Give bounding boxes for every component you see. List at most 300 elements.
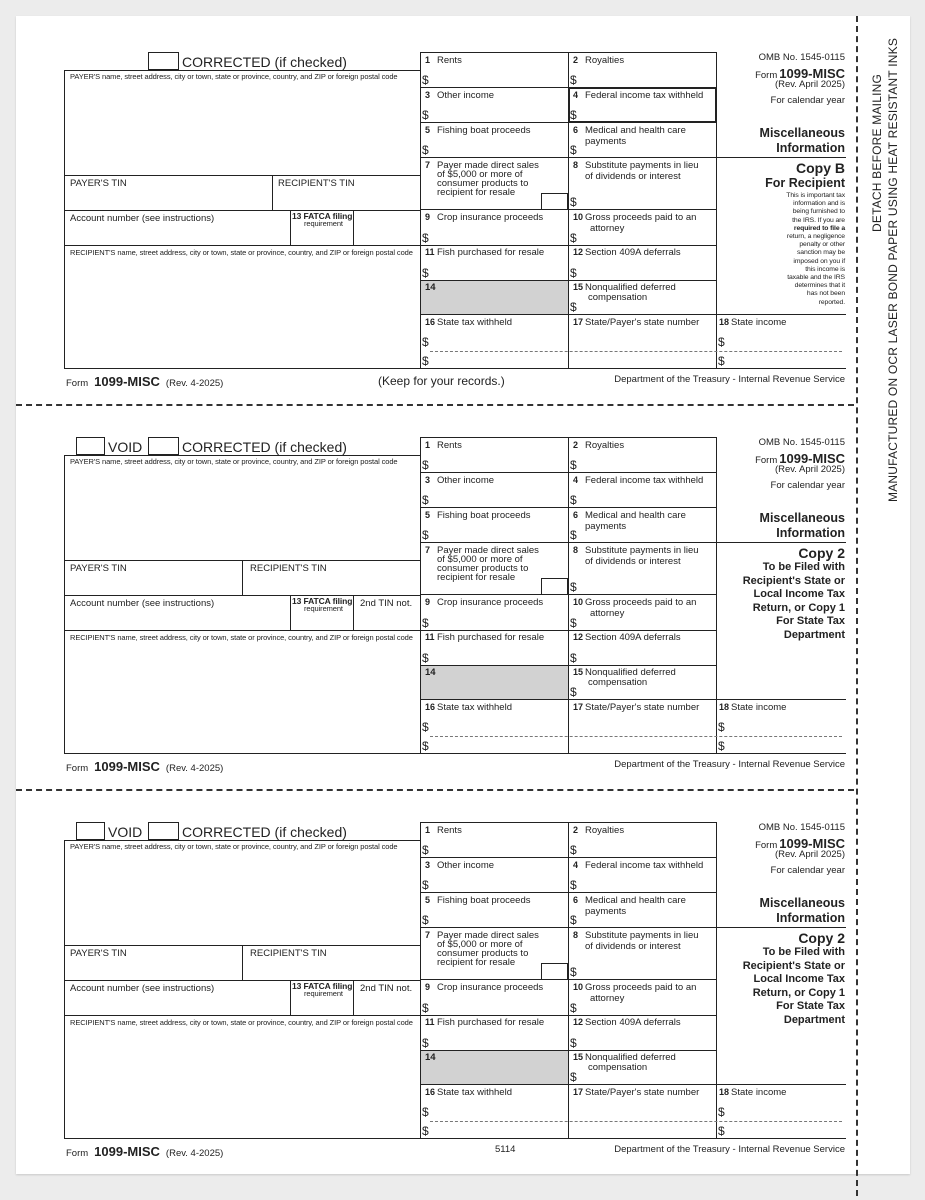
dollar-sign: $ [570, 580, 577, 594]
second-tin-label: 2nd TIN not. [360, 598, 413, 609]
fatca-divider [290, 595, 291, 630]
box-7-direct-sales: Payer made direct sales [437, 930, 539, 941]
dollar-sign: $ [422, 108, 429, 122]
account-number-label: Account number (see instructions) [70, 983, 215, 994]
copy-subtitle: To be Filed with [762, 946, 845, 958]
box-16-state-tax: State tax withheld [437, 317, 512, 328]
calendar-year: For calendar year [770, 95, 845, 106]
box-7-line2: of $5,000 or more of [437, 169, 523, 180]
grid-row [420, 472, 716, 473]
box-10-line2: attorney [590, 223, 625, 234]
box-4-federal-tax: Federal income tax withheld [585, 860, 704, 871]
payer-name-label: PAYER'S name, street address, city or town, state or province, country, and ZIP or foreign postal code [70, 842, 398, 851]
box-2-royalties: Royalties [585, 55, 625, 66]
recipient-tin-label: RECIPIENT'S TIN [250, 948, 327, 959]
box-1-rents: Rents [437, 825, 462, 836]
box-6-medical: Medical and health care [585, 125, 686, 136]
form-word: Form [755, 840, 778, 851]
box-6-medical-line2: payments [585, 906, 627, 917]
footer-form-name: 1099-MISC [94, 759, 160, 774]
box-11-fish-number: 11 [425, 632, 435, 642]
omb-number: OMB No. 1545-0115 [758, 52, 845, 63]
tin-row-bottom [64, 980, 420, 981]
cut-line-1 [16, 404, 854, 406]
notice-line: has not been [806, 290, 845, 298]
tin-divider [242, 945, 243, 980]
dollar-sign: $ [570, 266, 577, 280]
calendar-year: For calendar year [770, 480, 845, 491]
box-12-409a: Section 409A deferrals [585, 1017, 681, 1028]
box-6-medical-number: 6 [573, 895, 579, 905]
dollar-sign: $ [422, 1105, 429, 1119]
left-border [64, 840, 65, 1138]
box-18-state-income: State income [731, 702, 787, 713]
dollar-sign: $ [570, 143, 577, 157]
department-footer: Department of the Treasury - Internal Revenue Service [614, 1144, 845, 1155]
box-11-fish: Fish purchased for resale [437, 632, 545, 643]
tin-divider [272, 175, 273, 210]
grid-row [420, 927, 716, 928]
footer-form-word: Form [66, 763, 89, 774]
left-block-bottom [64, 368, 420, 369]
grid-row [420, 542, 716, 543]
box-18-state-income: State income [731, 1087, 787, 1098]
copy-divider [716, 927, 846, 928]
state-divider [716, 699, 717, 753]
payer-tin-label: PAYER'S TIN [70, 178, 127, 189]
dollar-sign: $ [570, 685, 577, 699]
fatca-label: 13 FATCA filing [292, 981, 353, 991]
misc-title-line2: Information [776, 911, 845, 925]
copy-subtitle: Department [783, 628, 845, 641]
dollar-sign: $ [422, 335, 429, 349]
fatca-requirement: requirement [304, 219, 343, 228]
box-1-rents-number: 1 [425, 440, 431, 450]
box-16-state-tax: State tax withheld [437, 702, 512, 713]
box-16-state-tax-number: 16 [425, 317, 436, 327]
left-block-bottom [64, 1138, 420, 1139]
box-5-fishing: Fishing boat proceeds [437, 510, 531, 521]
grid-row [420, 507, 716, 508]
mid-right-border [716, 822, 717, 1084]
box-4-federal-tax-number: 4 [573, 860, 579, 870]
box-5-fishing-number: 5 [425, 895, 431, 905]
box-10-gross: Gross proceeds paid to an [585, 212, 697, 223]
catalog-number: 5114 [495, 1144, 516, 1155]
detach-notice: DETACH BEFORE MAILING [870, 74, 884, 232]
box-5-fishing: Fishing boat proceeds [437, 125, 531, 136]
copy-divider [716, 157, 846, 158]
box-12-409a-number: 12 [573, 247, 584, 257]
box-5-fishing-number: 5 [425, 510, 431, 520]
dollar-sign: $ [570, 1001, 577, 1015]
dollar-sign: $ [422, 143, 429, 157]
misc-title-line2: Information [776, 526, 845, 540]
grid-row [420, 1015, 716, 1016]
corrected-label: CORRECTED (if checked) [182, 824, 347, 840]
paper-notice: MANUFACTURED ON OCR LASER BOND PAPER USING HEAT RESISTANT INKS [886, 37, 900, 502]
box-18-state-income-number: 18 [719, 702, 730, 712]
dollar-sign: $ [718, 1105, 725, 1119]
box-17-state-number: State/Payer's state number [585, 702, 700, 713]
box-6-medical-line2: payments [585, 136, 627, 147]
department-footer: Department of the Treasury - Internal Revenue Service [614, 374, 845, 385]
misc-title: Miscellaneous [759, 126, 845, 140]
box-15-nonqualified-number: 15 [573, 282, 584, 292]
fatca-requirement: requirement [304, 604, 343, 613]
mid-left-border [420, 437, 421, 753]
box-15-nonqualified: Nonqualified deferred [585, 1052, 676, 1063]
box-2-royalties-number: 2 [573, 440, 579, 450]
box-15-nonqualified-number: 15 [573, 667, 584, 677]
calendar-year: For calendar year [770, 865, 845, 876]
box-1-rents-number: 1 [425, 55, 431, 65]
notice-line: taxable and the IRS [787, 274, 845, 281]
box-10-gross-number: 10 [573, 212, 584, 222]
second-tin-label: 2nd TIN not. [360, 983, 413, 994]
notice-line: required to file a [793, 224, 845, 232]
box-7-line4: recipient for resale [437, 187, 516, 198]
left-border [64, 455, 65, 753]
box-8-line2: of dividends or interest [585, 171, 681, 182]
dollar-sign: $ [570, 616, 577, 630]
dollar-sign: $ [718, 1124, 725, 1138]
misc-title: Miscellaneous [759, 896, 845, 910]
fatca-divider [290, 210, 291, 245]
box-8-line2: of dividends or interest [585, 556, 681, 567]
box-2-royalties: Royalties [585, 440, 625, 451]
box-7-direct-sales: Payer made direct sales [437, 545, 539, 556]
notice-line: penalty or other [799, 241, 845, 249]
box-15-nonqualified: Nonqualified deferred [585, 282, 676, 293]
box-17-state-number: State/Payer's state number [585, 317, 700, 328]
recipient-name-label: RECIPIENT'S name, street address, city or town, state or province, country, and ZIP or foreign postal code [70, 248, 413, 257]
footer-form-word: Form [66, 378, 89, 389]
box-3-other-income-number: 3 [425, 860, 431, 870]
box-2-royalties-number: 2 [573, 55, 579, 65]
form-word: Form [755, 70, 778, 81]
void-label: VOID [108, 824, 143, 840]
form-name: 1099-MISC [779, 66, 845, 81]
grid-row [420, 245, 716, 246]
box-3-other-income: Other income [437, 860, 495, 871]
notice-line: being furnished to [792, 208, 845, 216]
dollar-sign: $ [422, 1124, 429, 1138]
dollar-sign: $ [570, 231, 577, 245]
form-name: 1099-MISC [779, 836, 845, 851]
box-6-medical-number: 6 [573, 125, 579, 135]
account-row-bottom [64, 245, 420, 246]
footer-form-name: 1099-MISC [94, 374, 160, 389]
fatca-label: 13 FATCA filing [292, 211, 353, 221]
dollar-sign: $ [570, 1036, 577, 1050]
dollar-sign: $ [570, 878, 577, 892]
left-block-bottom [64, 753, 420, 754]
box-16-state-tax-number: 16 [425, 1087, 436, 1097]
box-6-medical-line2: payments [585, 521, 627, 532]
box-7-checkbox[interactable] [541, 963, 568, 979]
box-3-other-income: Other income [437, 475, 495, 486]
corrected-label: CORRECTED (if checked) [182, 439, 347, 455]
box-11-fish-number: 11 [425, 1017, 435, 1027]
box-7-direct-sales: Payer made direct sales [437, 160, 539, 171]
notice-line: determines that it [794, 282, 845, 290]
revision: (Rev. April 2025) [774, 849, 845, 860]
box-6-medical: Medical and health care [585, 895, 686, 906]
recipient-tin-label: RECIPIENT'S TIN [250, 563, 327, 574]
side-margin-text [856, 37, 916, 510]
box-1-rents: Rents [437, 55, 462, 66]
grid-row [420, 857, 716, 858]
mid-left-border [420, 822, 421, 1138]
box-1-rents-number: 1 [425, 825, 431, 835]
dollar-sign: $ [570, 651, 577, 665]
recipient-name-label: RECIPIENT'S name, street address, city or town, state or province, country, and ZIP or foreign postal code [70, 1018, 413, 1027]
box-4-federal-tax-number: 4 [573, 90, 579, 100]
payer-block-top [64, 455, 420, 456]
box-6-medical: Medical and health care [585, 510, 686, 521]
copy-subtitle: Recipient's State or [742, 574, 845, 587]
box-2-royalties-number: 2 [573, 825, 579, 835]
grid-row [420, 630, 716, 631]
dollar-sign: $ [422, 266, 429, 280]
box-8-substitute-number: 8 [573, 545, 579, 555]
footer-form-word: Form [66, 1148, 89, 1159]
grid-row [420, 209, 716, 210]
copy-divider [716, 542, 846, 543]
form-name: 1099-MISC [779, 451, 845, 466]
box-12-409a: Section 409A deferrals [585, 247, 681, 258]
dollar-sign: $ [422, 354, 429, 368]
box-5-fishing-number: 5 [425, 125, 431, 135]
recipient-tin-label: RECIPIENT'S TIN [278, 178, 355, 189]
copy-subtitle: For Recipient [765, 176, 845, 190]
tin-row-bottom [64, 210, 420, 211]
dollar-sign: $ [422, 739, 429, 753]
box-7-direct-sales-number: 7 [425, 160, 431, 170]
notice-line: reported. [818, 298, 845, 306]
box-14-shade [421, 1051, 568, 1084]
corrected-checkbox[interactable] [148, 822, 179, 840]
payer-block-bottom [64, 175, 420, 176]
recipient-name-label: RECIPIENT'S name, street address, city or town, state or province, country, and ZIP or foreign postal code [70, 633, 413, 642]
dollar-sign: $ [422, 878, 429, 892]
box-7-direct-sales-number: 7 [425, 930, 431, 940]
notice-line: sanction may be [797, 249, 845, 257]
state-line [430, 351, 842, 352]
form-bottom [420, 368, 846, 369]
mid-left-border [420, 52, 421, 368]
form-word: Form [755, 455, 778, 466]
void-checkbox[interactable] [76, 437, 105, 455]
box-7-checkbox[interactable] [541, 193, 568, 209]
box-18-state-income-number: 18 [719, 317, 730, 327]
dollar-sign: $ [570, 458, 577, 472]
box-17-state-number-number: 17 [573, 702, 584, 712]
account-row-bottom [64, 1015, 420, 1016]
box-11-fish-number: 11 [425, 247, 435, 257]
state-row-top [420, 314, 846, 315]
dollar-sign: $ [422, 458, 429, 472]
box-16-state-tax-number: 16 [425, 702, 436, 712]
left-border [64, 70, 65, 368]
state-divider [716, 314, 717, 368]
dollar-sign: $ [422, 720, 429, 734]
box-18-state-income-number: 18 [719, 1087, 730, 1097]
void-label: VOID [108, 439, 143, 455]
state-line [430, 736, 842, 737]
payer-block-top [64, 840, 420, 841]
dollar-sign: $ [718, 354, 725, 368]
box-4-federal-tax: Federal income tax withheld [585, 475, 704, 486]
form-bottom [420, 753, 846, 754]
box-15-line2: compensation [588, 677, 648, 688]
tin-divider [242, 560, 243, 595]
dollar-sign: $ [422, 528, 429, 542]
copy-subtitle: Recipient's State or [742, 959, 845, 972]
notice-line: this income is [805, 265, 845, 273]
dollar-sign: $ [570, 493, 577, 507]
grid-top [420, 52, 716, 53]
grid-row [420, 594, 716, 595]
fatca-label: 13 FATCA filing [292, 596, 353, 606]
box-8-line2: of dividends or interest [585, 941, 681, 952]
corrected-checkbox[interactable] [148, 52, 179, 70]
box-3-other-income-number: 3 [425, 90, 431, 100]
notice-line: information and is [793, 200, 845, 208]
box-10-gross-number: 10 [573, 982, 584, 992]
omb-number: OMB No. 1545-0115 [758, 822, 845, 833]
corrected-label: CORRECTED (if checked) [182, 54, 347, 70]
dollar-sign: $ [570, 965, 577, 979]
grid-top [420, 822, 716, 823]
grid-row [420, 979, 716, 980]
dollar-sign: $ [570, 73, 577, 87]
box-14-label: 14 [425, 282, 436, 293]
payer-tin-label: PAYER'S TIN [70, 948, 127, 959]
box-14-label: 14 [425, 667, 436, 678]
dollar-sign: $ [718, 335, 725, 349]
dollar-sign: $ [570, 300, 577, 314]
dollar-sign: $ [570, 913, 577, 927]
corrected-checkbox[interactable] [148, 437, 179, 455]
state-divider [716, 1084, 717, 1138]
box-14-shade [421, 666, 568, 699]
box-18-state-income: State income [731, 317, 787, 328]
box-7-line3: consumer products to [437, 948, 529, 959]
dollar-sign: $ [570, 195, 577, 209]
box-15-nonqualified: Nonqualified deferred [585, 667, 676, 678]
void-checkbox[interactable] [76, 822, 105, 840]
tin-row-bottom [64, 595, 420, 596]
box-8-substitute: Substitute payments in lieu [585, 545, 699, 556]
dollar-sign: $ [422, 1036, 429, 1050]
payer-block-top [64, 70, 420, 71]
box-12-409a-number: 12 [573, 1017, 584, 1027]
box-17-state-number-number: 17 [573, 317, 584, 327]
box-15-nonqualified-number: 15 [573, 1052, 584, 1062]
copy-title: Copy 2 [798, 930, 845, 946]
footer-revision: (Rev. 4-2025) [165, 1148, 224, 1159]
dollar-sign: $ [422, 913, 429, 927]
box-15-line2: compensation [588, 292, 648, 303]
copy-subtitle: Return, or Copy 1 [752, 986, 845, 999]
mid-right-border [716, 437, 717, 699]
fatca-divider-right [353, 595, 354, 630]
notice-line: This is important tax [786, 192, 845, 199]
box-10-gross: Gross proceeds paid to an [585, 597, 697, 608]
dollar-sign: $ [422, 616, 429, 630]
box-7-direct-sales-number: 7 [425, 545, 431, 555]
grid-row [420, 892, 716, 893]
fatca-divider-right [353, 210, 354, 245]
footer-form-name: 1099-MISC [94, 1144, 160, 1159]
dollar-sign: $ [422, 231, 429, 245]
box-10-line2: attorney [590, 993, 625, 1004]
box-12-409a: Section 409A deferrals [585, 632, 681, 643]
fatca-requirement: requirement [304, 989, 343, 998]
revision: (Rev. April 2025) [774, 79, 845, 90]
payer-name-label: PAYER'S name, street address, city or town, state or province, country, and ZIP or foreign postal code [70, 457, 398, 466]
box-8-substitute: Substitute payments in lieu [585, 930, 699, 941]
dollar-sign: $ [422, 651, 429, 665]
box-3-other-income-number: 3 [425, 475, 431, 485]
form-bottom [420, 1138, 846, 1139]
copy-title: Copy B [796, 160, 845, 176]
cut-line-2 [16, 789, 854, 791]
state-row-top [420, 1084, 846, 1085]
notice-line: the IRS. If you are [792, 216, 845, 224]
copy-subtitle: For State Tax [776, 615, 845, 627]
box-9-crop-number: 9 [425, 982, 431, 992]
box-10-gross-number: 10 [573, 597, 584, 607]
box-14-shade [421, 281, 568, 314]
dollar-sign: $ [422, 73, 429, 87]
keep-records: (Keep for your records.) [378, 374, 505, 388]
dollar-sign: $ [422, 843, 429, 857]
dollar-sign: $ [570, 1070, 577, 1084]
footer-form [66, 1143, 223, 1161]
box-10-line2: attorney [590, 608, 625, 619]
payer-tin-label: PAYER'S TIN [70, 563, 127, 574]
box-7-line3: consumer products to [437, 563, 529, 574]
box-3-other-income: Other income [437, 90, 495, 101]
dollar-sign: $ [570, 528, 577, 542]
box-9-crop: Crop insurance proceeds [437, 212, 544, 223]
box-8-substitute-number: 8 [573, 160, 579, 170]
box-2-royalties: Royalties [585, 825, 625, 836]
account-row-bottom [64, 630, 420, 631]
omb-number: OMB No. 1545-0115 [758, 437, 845, 448]
copy-subtitle: Department [783, 1013, 845, 1026]
account-number-label: Account number (see instructions) [70, 213, 215, 224]
dollar-sign: $ [570, 843, 577, 857]
box-7-line3: consumer products to [437, 178, 529, 189]
box-7-checkbox[interactable] [541, 578, 568, 594]
box-9-crop: Crop insurance proceeds [437, 597, 544, 608]
box-7-line2: of $5,000 or more of [437, 939, 523, 950]
payer-name-label: PAYER'S name, street address, city or town, state or province, country, and ZIP or foreign postal code [70, 72, 398, 81]
box-8-substitute-number: 8 [573, 930, 579, 940]
fatca-divider [290, 980, 291, 1015]
box-12-409a-number: 12 [573, 632, 584, 642]
misc-title-line2: Information [776, 141, 845, 155]
copy-subtitle: For State Tax [776, 1000, 845, 1012]
box-16-state-tax: State tax withheld [437, 1087, 512, 1098]
box-14-label: 14 [425, 1052, 436, 1063]
box-8-substitute: Substitute payments in lieu [585, 160, 699, 171]
dollar-sign: $ [422, 493, 429, 507]
